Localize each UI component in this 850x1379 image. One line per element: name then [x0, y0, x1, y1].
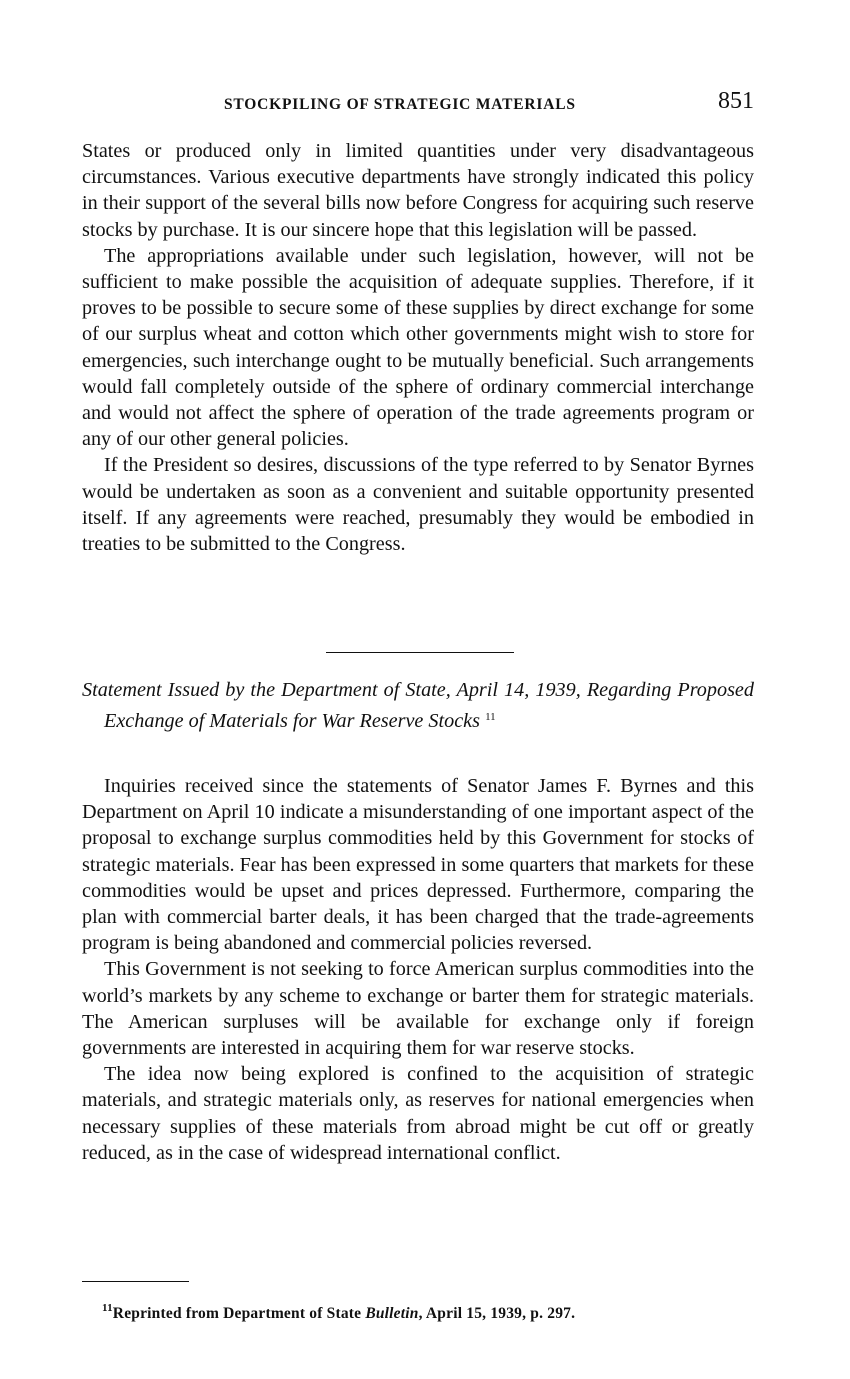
- body-section-1: [82, 138, 754, 557]
- footnote: [102, 1297, 752, 1325]
- statement-heading: [82, 677, 754, 735]
- footnote-reference: 11: [485, 711, 496, 723]
- paragraph: The idea now being explored is confined to the acquisition of strategic materials, and strategic materials only, as reserves for national emergencies when necessary supplies of these materials from abroad might be cut off or greatly reduced, as in the case of widespread international conflict.: [82, 1063, 754, 1164]
- paragraph: This Government is not seeking to force American surplus commodities into the world’s markets by any scheme to exchange or barter them for strategic materials. The American surpluses will be available for exchange only if foreign governments are interested in acquiring them for war reserve stocks.: [82, 958, 754, 1060]
- footnote-publication: Bulletin: [365, 1305, 419, 1322]
- running-title: STOCKPILING OF STRATEGIC MATERIALS: [224, 96, 576, 113]
- footnote-marker: 11: [102, 1302, 113, 1314]
- page-number: 851: [718, 88, 754, 114]
- footnote-divider: [82, 1281, 189, 1282]
- footnote-text-after: , April 15, 1939, p. 297.: [418, 1305, 576, 1322]
- statement-title: Statement Issued by the Department of State, April 14, 1939, Regarding Proposed Exchange of Materials for War Reserve Stocks: [82, 679, 754, 732]
- paragraph: States or produced only in limited quantities under very disadvantageous circumstances. Various executive departments have strongly indicated this policy in their support of the several bills now before Congress for acquiring such reserve stocks by purchase. It is our sincere hope that this legislation will be passed.: [82, 140, 754, 241]
- page-header: [82, 88, 754, 122]
- section-divider: [326, 652, 514, 653]
- body-section-2: [82, 773, 754, 1166]
- paragraph: If the President so desires, discussions of the type referred to by Senator Byrnes would be undertaken as soon as a convenient and suitable opportunity presented itself. If any agreements were reached, presumably they would be embodied in treaties to be submitted to the Congress.: [82, 454, 754, 556]
- footnote-text-before: Reprinted from Department of State: [112, 1305, 366, 1322]
- paragraph: Inquiries received since the statements of Senator James F. Byrnes and this Department on April 10 indicate a misunderstanding of one important aspect of the proposal to exchange surplus commodities held by this Government for stocks of strategic materials. Fear has been expressed in some quarters that markets for these commodities would be upset and prices depressed. Furthermore, comparing the plan with commercial barter deals, it has been charged that the trade-agreements program is being abandoned and commercial policies reversed.: [82, 775, 754, 955]
- paragraph: The appropriations available under such legislation, however, will not be sufficient to make possible the acquisition of adequate supplies. Therefore, if it proves to be possible to secure some of these supplies by direct exchange for some of our surplus wheat and cotton which other governments might wish to store for emergencies, such interchange ought to be mutually beneficial. Such arrangements would fall completely outside of the sphere of ordinary commercial interchange and would not affect the sphere of operation of the trade agreements program or any of our other general policies.: [82, 244, 754, 451]
